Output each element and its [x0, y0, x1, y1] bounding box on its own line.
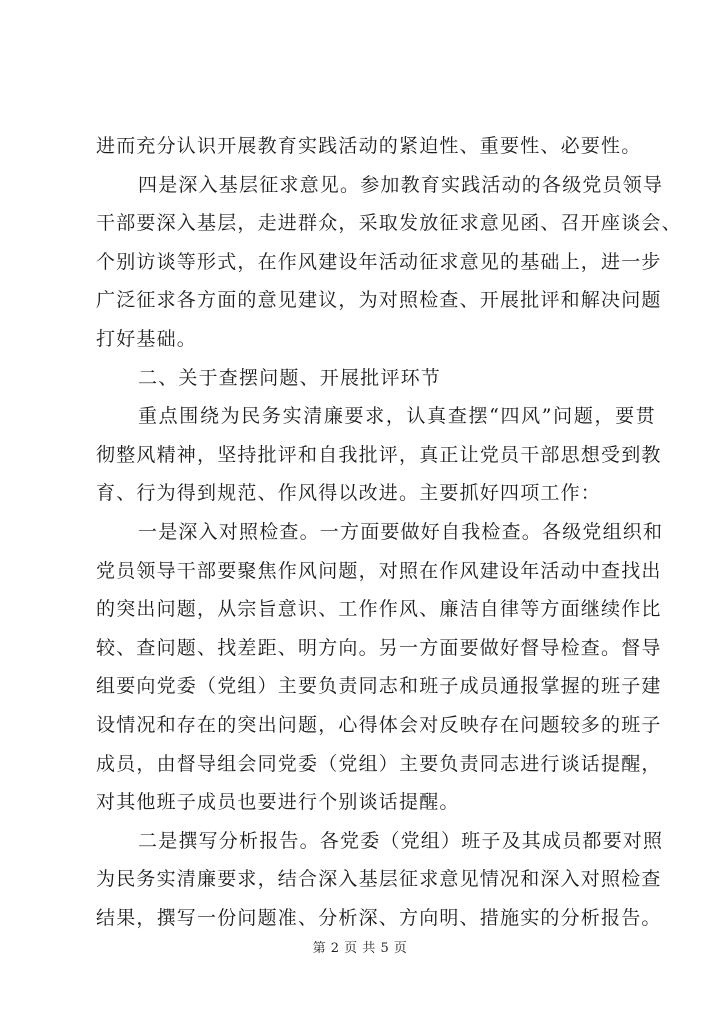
text-line: 较、查问题、找差距、明方向。另一方面要做好督导检查。督导 [96, 636, 662, 659]
text-line: 广泛征求各方面的意见建议，为对照检查、开展批评和解决问题 [96, 289, 662, 312]
text-line: 为民务实清廉要求，结合深入基层征求意见情况和深入对照检查 [96, 868, 662, 891]
text-line: 打好基础。 [96, 327, 198, 350]
text-line: 进而充分认识开展教育实践活动的紧迫性、重要性、必要性。 [96, 135, 642, 157]
text-line: 二是撰写分析报告。各党委（党组）班子及其成员都要对照 [138, 829, 664, 852]
text-line: 党员领导干部要聚焦作风问题，对照在作风建设年活动中查找出 [96, 559, 662, 582]
text-line: 重点围绕为民务实清廉要求，认真查摆“四风”问题，要贯 [138, 405, 656, 428]
text-line: 育、行为得到规范、作风得以改进。主要抓好四项工作： [96, 482, 602, 505]
section-heading: 二、关于查摆问题、开展批评环节 [138, 366, 442, 389]
text-line: 结果，撰写一份问题准、分析深、方向明、措施实的分析报告。 [96, 906, 662, 929]
text-line: 干部要深入基层，走进群众，采取发放征求意见函、召开座谈会、 [96, 212, 682, 235]
page-number-footer: 第 2 页 共 5 页 [312, 941, 408, 956]
text-line: 四是深入基层征求意见。参加教育实践活动的各级党员领导 [138, 173, 664, 196]
text-line: 一是深入对照检查。一方面要做好自我检查。各级党组织和 [138, 520, 664, 543]
text-line: 成员，由督导组会同党委（党组）主要负责同志进行谈话提醒， [96, 752, 662, 775]
text-line: 设情况和存在的突出问题，心得体会对反映存在问题较多的班子 [96, 713, 662, 736]
text-line: 组要向党委（党组）主要负责同志和班子成员通报掌握的班子建 [96, 675, 662, 698]
text-line: 对其他班子成员也要进行个别谈话提醒。 [96, 791, 460, 814]
text-line: 彻整风精神，坚持批评和自我批评，真正让党员干部思想受到教 [96, 443, 662, 466]
text-line: 的突出问题，从宗旨意识、工作作风、廉洁自律等方面继续作比 [96, 598, 662, 621]
document-body [96, 127, 682, 937]
text-line: 个别访谈等形式，在作风建设年活动征求意见的基础上，进一步 [96, 250, 662, 273]
